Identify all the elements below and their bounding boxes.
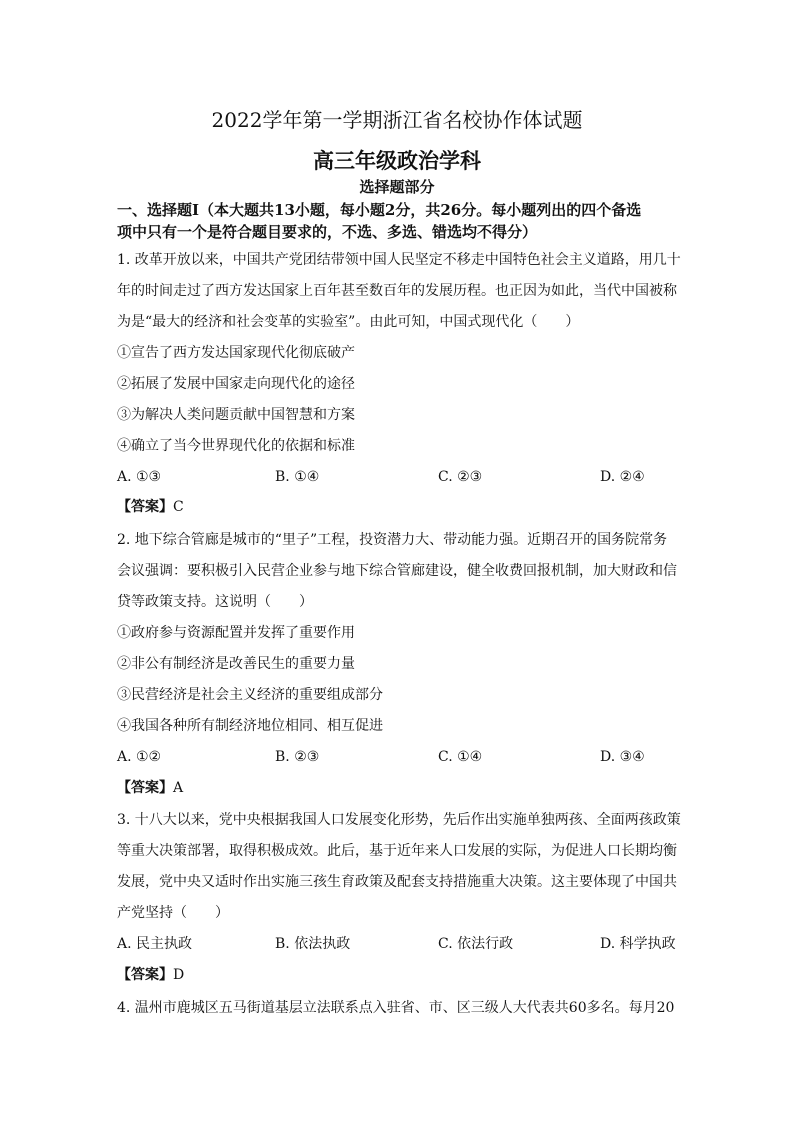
q1-option-d: D. ②④ [600, 469, 645, 485]
q1-stem-line-1: 1. 改革开放以来，中国共产党团结带领中国人民坚定不移走中国特色社会主义道路，用几十 [117, 252, 681, 268]
q2-item-2: ②非公有制经济是改善民生的重要力量 [117, 656, 355, 672]
q3-stem-line-4: 产党坚持（ ） [117, 905, 229, 921]
q4-stem-line-1: 4. 温州市鹿城区五马街道基层立法联系点入驻省、市、区三级人大代表共60多名。每月20 [117, 1000, 675, 1016]
q3-stem-line-1: 3. 十八大以来，党中央根据我国人口发展变化形势，先后作出实施单独两孩、全面两孩政策 [117, 812, 681, 828]
q2-item-3: ③民营经济是社会主义经济的重要组成部分 [117, 687, 383, 703]
q3-answer [117, 965, 184, 985]
q2-option-d: D. ③④ [600, 749, 645, 765]
q1-stem-line-2: 年的时间走过了西方发达国家上百年甚至数百年的发展历程。也正因为如此，当代中国被称 [117, 283, 677, 299]
q3-stem-line-3: 发展，党中央又适时作出实施三孩生育政策及配套支持措施重大决策。这主要体现了中国共 [117, 874, 677, 890]
q1-item-3: ③为解决人类问题贡献中国智慧和方案 [117, 407, 355, 423]
q3-option-b: B. 依法执政 [275, 936, 351, 952]
q1-option-a: A. ①③ [117, 469, 162, 485]
section-instructions-line-1: 一、选择题Ⅰ（本大题共13小题，每小题2分，共26分。每小题列出的四个备选 [117, 201, 642, 219]
q1-item-2: ②拓展了发展中国家走向现代化的途径 [117, 376, 355, 392]
q1-stem-line-3: 为是“最大的经济和社会变革的实验室”。由此可知，中国式现代化（ ） [117, 314, 580, 330]
q2-stem-line-1: 2. 地下综合管廊是城市的“里子”工程，投资潜力大、带动能力强。近期召开的国务院常务 [117, 532, 668, 548]
q1-item-4: ④确立了当今世界现代化的依据和标准 [117, 438, 355, 454]
q2-item-1: ①政府参与资源配置并发挥了重要作用 [117, 625, 355, 641]
q1-item-1: ①宣告了西方发达国家现代化彻底破产 [117, 345, 355, 361]
q3-option-d: D. 科学执政 [600, 936, 676, 952]
q1-option-b: B. ①④ [275, 469, 320, 485]
answer-tag: 【答案】 [117, 780, 173, 796]
answer-value: D [173, 967, 185, 983]
q3-option-a: A. 民主执政 [117, 936, 193, 952]
q3-stem-line-2: 等重大决策部署，取得积极成效。此后，基于近年来人口发展的实际，为促进人口长期均衡 [117, 843, 677, 859]
q2-stem-line-3: 贷等政策支持。这说明（ ） [117, 594, 313, 610]
q1-answer [117, 497, 184, 517]
q2-stem-line-2: 会议强调：要积极引入民营企业参与地下综合管廊建设，健全收费回报机制，加大财政和信 [117, 563, 677, 579]
answer-tag: 【答案】 [117, 967, 173, 983]
q3-option-c: C. 依法行政 [438, 936, 514, 952]
exam-title: 2022学年第一学期浙江省名校协作体试题 [211, 108, 583, 132]
answer-value: A [173, 780, 184, 796]
part-heading: 选择题部分 [359, 178, 435, 196]
q2-answer [117, 778, 183, 798]
section-instructions-line-2: 项中只有一个是符合题目要求的，不选、多选、错选均不得分） [117, 223, 538, 241]
q2-item-4: ④我国各种所有制经济地位相同、相互促进 [117, 718, 383, 734]
q2-option-a: A. ①② [117, 749, 162, 765]
answer-tag: 【答案】 [117, 499, 173, 515]
exam-subtitle: 高三年级政治学科 [313, 148, 481, 173]
q2-option-c: C. ①④ [438, 749, 483, 765]
answer-value: C [173, 499, 184, 515]
q1-option-c: C. ②③ [438, 469, 483, 485]
q2-option-b: B. ②③ [275, 749, 320, 765]
